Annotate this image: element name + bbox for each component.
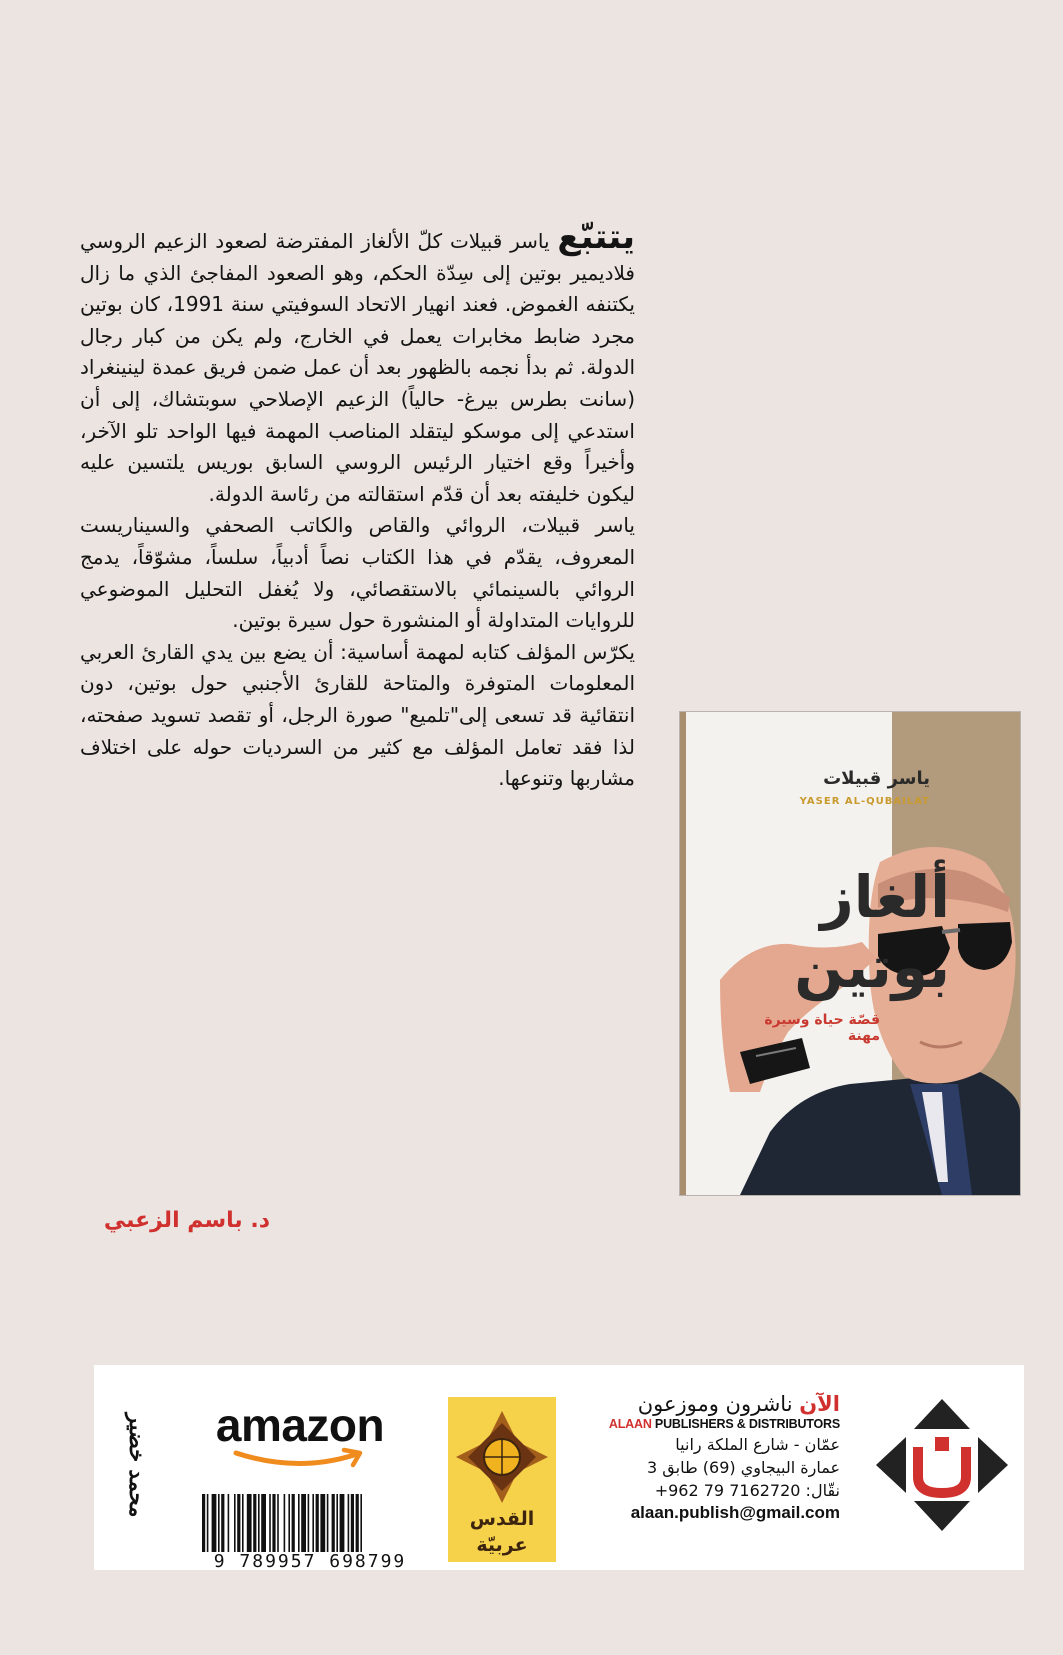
blurb <box>80 217 635 795</box>
barcode-bar <box>237 1494 240 1552</box>
barcode-bar <box>292 1494 295 1552</box>
amazon-smile-arrow-icon <box>232 1447 372 1471</box>
barcode-bar <box>277 1494 279 1552</box>
barcode-bar <box>202 1494 205 1552</box>
barcode-bar <box>269 1494 271 1552</box>
barcode-bar <box>261 1494 266 1552</box>
barcode-bar <box>332 1494 335 1552</box>
isbn-barcode <box>200 1494 418 1552</box>
barcode-bar <box>221 1494 224 1552</box>
publisher-info <box>575 1392 840 1523</box>
book-cover-thumbnail <box>680 712 1020 1195</box>
cover-title-line2: بوتين <box>794 933 950 1001</box>
barcode-bar <box>298 1494 300 1552</box>
barcode-bar <box>228 1494 230 1552</box>
lead-word: يتتبّع <box>557 217 635 257</box>
cover-author-en: YASER AL-QUBAILAT <box>799 796 930 807</box>
barcode-bar <box>316 1494 319 1552</box>
barcode-bar <box>351 1494 354 1552</box>
qlogo-line2: عربيّة <box>476 1534 528 1556</box>
barcode-bar <box>340 1494 345 1552</box>
barcode-bar <box>288 1494 290 1552</box>
publisher-en-rest: PUBLISHERS & DISTRIBUTORS <box>651 1417 840 1431</box>
publisher-name-ar <box>575 1392 840 1416</box>
cover-title <box>794 862 950 1002</box>
blurb-paragraph-3: يكرّس المؤلف كتابه لمهمة أساسية: أن يضع بين يدي القارئ العربي المعلومات المتوفرة والمتاحة للقارئ الأجنبي حول بوتين، دون انتقائية قد تسعى إلى"تلميع" صورة الرجل، أو تقصد تسويد صفحته، لذا فقد تعامل المؤلف مع كثير من السرديات حوله على اختلاف مشاربها وتنوعها. <box>80 639 635 791</box>
publisher-name-rest: ناشرون وموزعون <box>637 1392 800 1416</box>
barcode-bar <box>301 1494 306 1552</box>
barcode-bar <box>327 1494 329 1552</box>
publisher-name-red: الآن <box>799 1392 840 1416</box>
cover-author-ar: ياسر قبيلات <box>823 768 930 789</box>
barcode-bar <box>272 1494 275 1552</box>
publisher-name-en <box>575 1417 840 1431</box>
cover-subtitle: قصّة حياة وسيرة مهنة <box>764 1012 880 1044</box>
barcode-bar <box>356 1494 359 1552</box>
blurb-text-1: ياسر قبيلات كلّ الألغاز المفترضة لصعود الزعيم الروسي فلاديمير بوتين إلى سِدّة الحكم، وهو الصعود المفاجئ الذي ما زال يكتنفه الغموض. فعند انهيار الاتحاد السوفيتي سنة 1991، كان بوتين مجرد ضابط مخابرات يعمل في الخارج، ولم يكن من كبار رجال الدولة. ثم بدأ نجمه بالظهور بعد أن عمل ضمن فريق عمدة لينينغراد (سانت بطرس بيرغ- حالياً) الزعيم الإصلاحي سوبتشاك، إلى أن استدعي إلى موسكو ليتقلد المناصب المهمة فيها الواحد تلو الآخر، وأخيراً وقع اختيار الرئيس الروسي السابق بوريس يلتسين عليه ليكون خليفته بعد أن قدّم استقالته من رئاسة الدولة. <box>80 229 635 506</box>
barcode-bar <box>247 1494 252 1552</box>
blurb-paragraph-1 <box>80 217 635 510</box>
amazon-logo: amazon <box>215 1399 385 1451</box>
publisher-address-1: عمّان - شارع الملكة رانيا <box>675 1435 840 1454</box>
barcode-bar <box>284 1494 286 1552</box>
blurb-paragraph-2: ياسر قبيلات، الروائي والقاص والكاتب الصحفي والسيناريست المعروف، يقدّم في هذا الكتاب نصاً أدبياً، سلساً، مشوّقاً، يدمج الروائي بالسينمائي بالاستقصائي، ولا يُغفل التحليل الموضوعي للروايات المتداولة أو المنشورة حول سيرة بوتين. <box>80 513 635 633</box>
alaan-publisher-logo-icon <box>872 1395 1012 1535</box>
publisher-address-2: عمارة البيجاوي (69) طابق 3 <box>647 1458 840 1477</box>
barcode-bar <box>242 1494 244 1552</box>
barcode-bar <box>320 1494 325 1552</box>
qlogo-line1: القدس <box>469 1508 535 1530</box>
publisher-email: alaan.publish@gmail.com <box>630 1503 840 1522</box>
barcode-bar <box>207 1494 209 1552</box>
barcode-bar <box>336 1494 338 1552</box>
barcode-bar <box>360 1494 362 1552</box>
barcode-bar <box>234 1494 236 1552</box>
barcode-bar <box>312 1494 314 1552</box>
al-quds-arabic-capital-logo <box>448 1397 556 1562</box>
publisher-phone: نقّال: 7162720 79 962+ <box>654 1481 840 1500</box>
cover-title-line1: ألغاز <box>820 863 950 931</box>
barcode-bar <box>258 1494 260 1552</box>
publisher-en-red: ALAAN <box>608 1417 652 1431</box>
isbn-number: 9 789957 698799 <box>213 1551 407 1572</box>
barcode-bar <box>253 1494 256 1552</box>
handwritten-signature: محمد خضير <box>125 1412 150 1518</box>
barcode-bar <box>218 1494 220 1552</box>
barcode-bar <box>308 1494 310 1552</box>
barcode-bar <box>212 1494 217 1552</box>
blurb-signature: د. باسم الزعبي <box>103 1208 270 1233</box>
barcode-bar <box>348 1494 350 1552</box>
